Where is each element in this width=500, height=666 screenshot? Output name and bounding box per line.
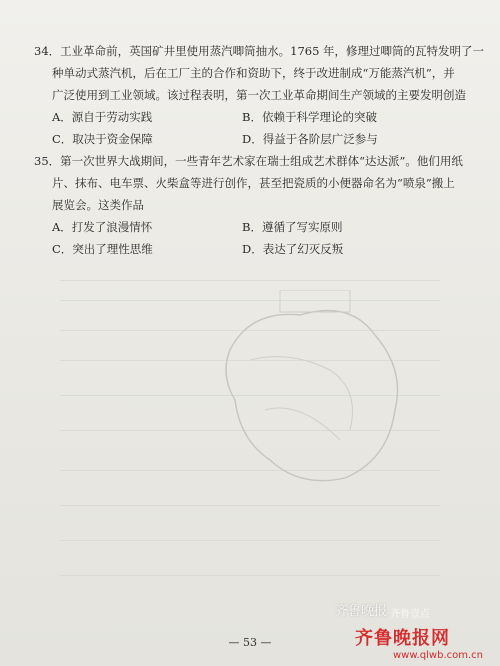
option-a: A．打发了浪漫情怀 bbox=[52, 220, 153, 234]
question-34-line-1: 34．工业革命前，英国矿井里使用蒸汽唧筒抽水。1765 年，修理过唧筒的瓦特发明了一 bbox=[34, 44, 485, 58]
watermark-url: www.qlwb.com.cn bbox=[393, 650, 483, 661]
option-a: A．源自于劳动实践 bbox=[52, 110, 153, 124]
watermark-brand: 齐鲁晚报网 bbox=[355, 628, 450, 649]
option-c: C．突出了理性思维 bbox=[52, 242, 153, 256]
question-34-line-2: 种单动式蒸汽机，后在工厂主的合作和资助下，终于改进制成“万能蒸汽机”，并 bbox=[52, 66, 455, 80]
option-b: B．依赖于科学理论的突破 bbox=[242, 110, 377, 124]
question-34 bbox=[34, 40, 485, 150]
question-35-line-2: 片、抹布、电车票、火柴盒等进行创作，甚至把瓷质的小便器命名为“喷泉”搬上 bbox=[52, 176, 455, 190]
option-d: D．得益于各阶层广泛参与 bbox=[242, 132, 378, 146]
option-d: D．表达了幻灭反叛 bbox=[242, 242, 344, 256]
bleed-through-line bbox=[60, 280, 440, 281]
page-number: — 53 — bbox=[228, 636, 272, 649]
question-34-line-3: 广泛使用到工业领域。该过程表明，第一次工业革命期间生产领域的主要发明创造 bbox=[52, 88, 466, 102]
option-c: C．取决于资金保障 bbox=[52, 132, 153, 146]
bleed-through-map bbox=[210, 290, 410, 490]
watermark-sub-text: 齐鲁壹点 bbox=[390, 609, 430, 620]
bleed-through-line bbox=[60, 575, 440, 576]
question-35-options bbox=[34, 216, 454, 260]
option-b: B．遵循了写实原则 bbox=[242, 220, 343, 234]
bleed-through-line bbox=[60, 505, 440, 506]
question-35-line-1: 35．第一次世界大战期间，一些青年艺术家在瑞士组成艺术群体“达达派”。他们用纸 bbox=[34, 154, 463, 168]
question-34-options bbox=[34, 106, 454, 150]
bleed-through-line bbox=[60, 540, 440, 541]
question-35-line-3: 展览会。这类作品 bbox=[52, 198, 144, 212]
watermark-logo-text: 齐鲁晚报 bbox=[335, 604, 388, 619]
question-35 bbox=[34, 150, 463, 260]
